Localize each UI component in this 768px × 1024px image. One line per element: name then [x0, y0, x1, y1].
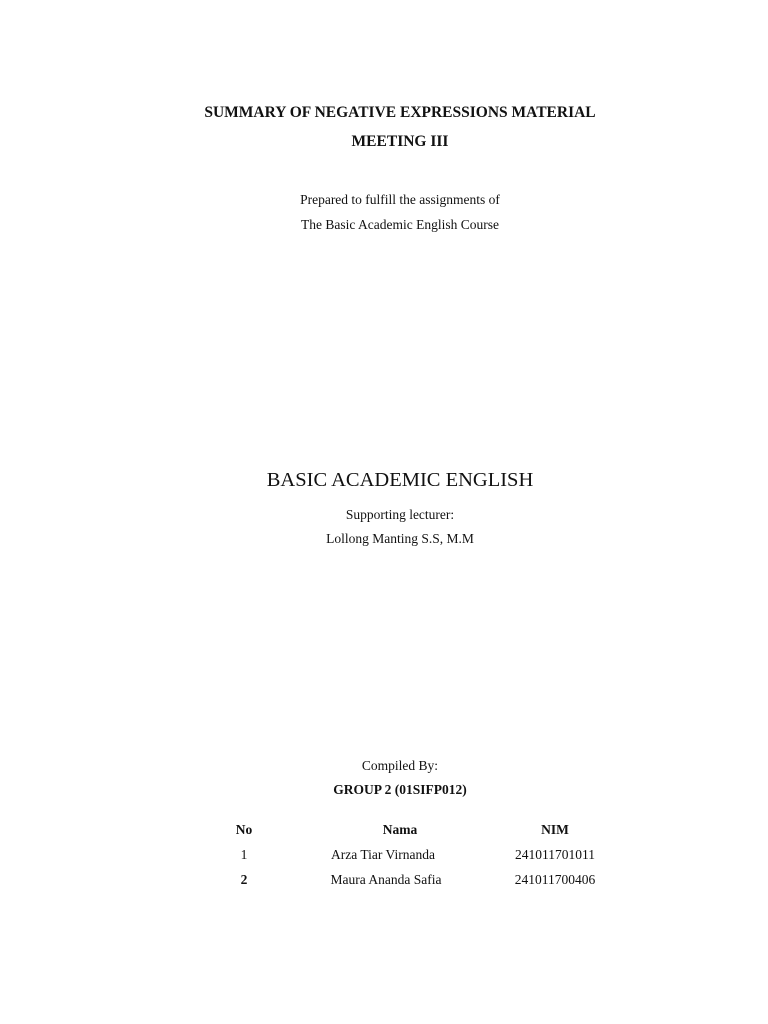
lecturer-label: Supporting lecturer:	[345, 507, 455, 522]
table-header-nama: Nama	[382, 822, 418, 837]
prepared-line-1: Prepared to fulfill the assignments of	[300, 192, 500, 207]
compiled-label: Compiled By:	[361, 758, 439, 773]
table-row-2-nama: Maura Ananda Safia	[330, 872, 442, 887]
group-name: GROUP 2 (01SIFP012)	[333, 782, 467, 797]
prepared-line-2: The Basic Academic English Course	[301, 217, 499, 232]
table-row-2-no: 2	[240, 872, 248, 887]
document-title: SUMMARY OF NEGATIVE EXPRESSIONS MATERIAL	[204, 104, 596, 121]
table-row-1-nama: Arza Tiar Virnanda	[331, 847, 435, 862]
table-row-2-nim: 241011700406	[514, 872, 596, 887]
table-header-nim: NIM	[541, 822, 569, 837]
meeting-label: MEETING III	[351, 133, 449, 150]
table-row-1-no: 1	[240, 847, 248, 862]
course-name: BASIC ACADEMIC ENGLISH	[266, 469, 534, 491]
table-row-1-nim: 241011701011	[515, 847, 595, 862]
table-header-no: No	[235, 822, 253, 837]
lecturer-name: Lollong Manting S.S, M.M	[326, 531, 474, 546]
